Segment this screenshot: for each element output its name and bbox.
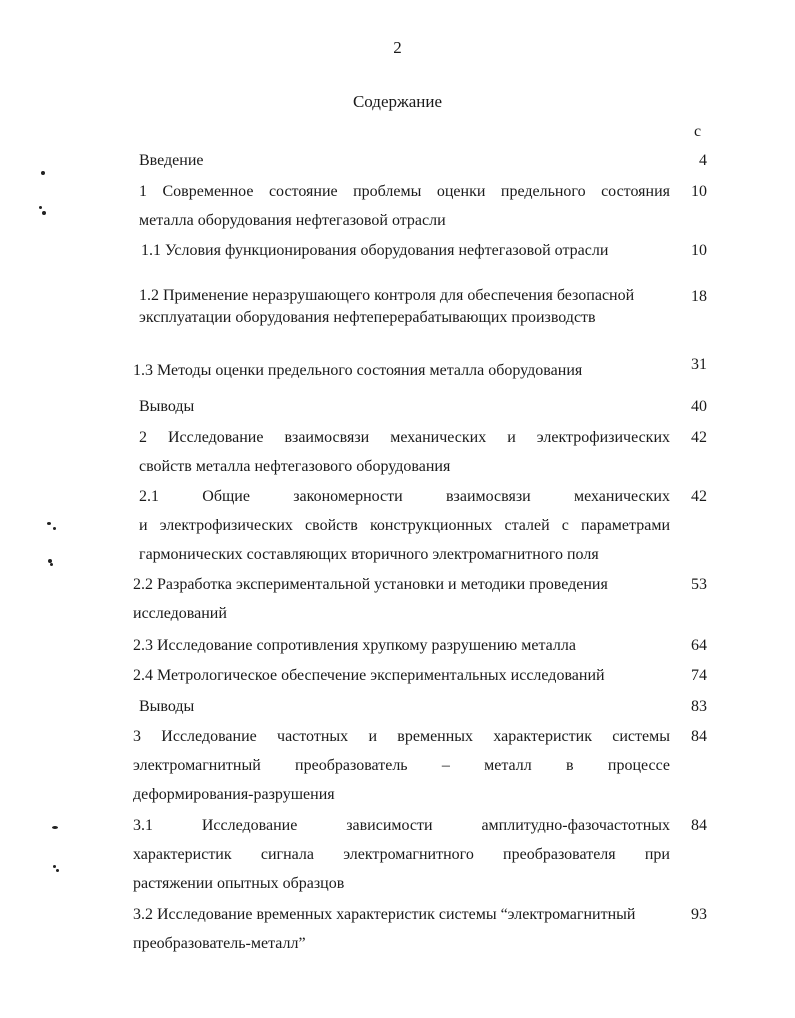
toc-entry-line: 2.3 Исследование сопротивления хрупкому разрушению металла [133, 637, 576, 654]
toc-entry-line: 1.1 Условия функционирования оборудования нефтегазовой отрасли [141, 242, 609, 259]
page-number: 2 [393, 38, 402, 57]
toc-entry-line: растяжении опытных образцов [133, 875, 345, 892]
toc-entry-line: свойств металла нефтегазового оборудования [139, 458, 451, 475]
toc-entry-line: 2.2 Разработка экспериментальной установки и методики проведения [133, 576, 608, 593]
scan-speck [56, 869, 59, 872]
scan-speck [53, 865, 56, 868]
toc-entry-line: 2 Исследование взаимосвязи механических и электрофизических [139, 429, 670, 446]
scan-speck [47, 522, 51, 525]
toc-entry-page: 83 [691, 698, 707, 715]
toc-entry-page: 31 [691, 356, 707, 373]
toc-entry-line: Выводы [139, 698, 195, 715]
toc-entry-line: 2.1 Общие закономерности взаимосвязи механических [139, 488, 670, 505]
scan-speck [39, 206, 42, 209]
toc-entry-page: 64 [691, 637, 707, 654]
toc-entry-line: характеристик сигнала электромагнитного преобразователя при [133, 846, 670, 863]
toc-entry-line: преобразователь-металл” [133, 935, 306, 952]
toc-entry-line: и электрофизических свойств конструкционных сталей с параметрами [139, 517, 670, 534]
toc-entry-page: 42 [691, 429, 707, 446]
scan-speck [50, 563, 53, 566]
toc-entry-page: 93 [691, 906, 707, 923]
toc-entry-page: 4 [699, 152, 707, 169]
toc-entry-line: 1.2 Применение неразрушающего контроля для обеспечения безопасной [139, 287, 635, 304]
toc-entry-line: Выводы [139, 398, 195, 415]
toc-entry-line: исследований [133, 605, 227, 622]
toc-entry-page: 84 [691, 817, 707, 834]
toc-entry-page: 42 [691, 488, 707, 505]
toc-entry-line: 1.3 Методы оценки предельного состояния металла оборудования [133, 362, 583, 379]
scan-speck [41, 171, 45, 175]
toc-entry-line: эксплуатации оборудования нефтеперерабатывающих производств [139, 309, 596, 326]
scan-speck [52, 826, 58, 829]
toc-entry-line: 1 Современное состояние проблемы оценки предельного состояния [139, 183, 670, 200]
scan-speck [42, 211, 46, 215]
toc-entry-line: 3.2 Исследование временных характеристик системы “электромагнитный [133, 906, 636, 923]
toc-entry-line: металла оборудования нефтегазовой отрасли [139, 212, 446, 229]
toc-entry-line: 3 Исследование частотных и временных характеристик системы [133, 728, 670, 745]
toc-entry-line: гармонических составляющих вторичного электромагнитного поля [139, 546, 599, 563]
toc-entry-line: электромагнитный преобразователь – металл в процессе [133, 757, 670, 774]
toc-entry-page: 10 [691, 183, 707, 200]
toc-entry-page: 74 [691, 667, 707, 684]
toc-entry-line: Введение [139, 152, 204, 169]
toc-entry-page: 10 [691, 242, 707, 259]
toc-title: Содержание [352, 92, 443, 111]
page-column-header: с [694, 123, 702, 140]
toc-entry-page: 53 [691, 576, 707, 593]
toc-entry-page: 40 [691, 398, 707, 415]
toc-entry-line: деформирования-разрушения [133, 786, 335, 803]
scan-speck [53, 527, 56, 530]
toc-entry-page: 18 [691, 288, 707, 305]
toc-entry-line: 2.4 Метрологическое обеспечение экспериментальных исследований [133, 667, 605, 684]
toc-entry-line: 3.1 Исследование зависимости амплитудно-фазочастотных [133, 817, 670, 834]
toc-entry-page: 84 [691, 728, 707, 745]
